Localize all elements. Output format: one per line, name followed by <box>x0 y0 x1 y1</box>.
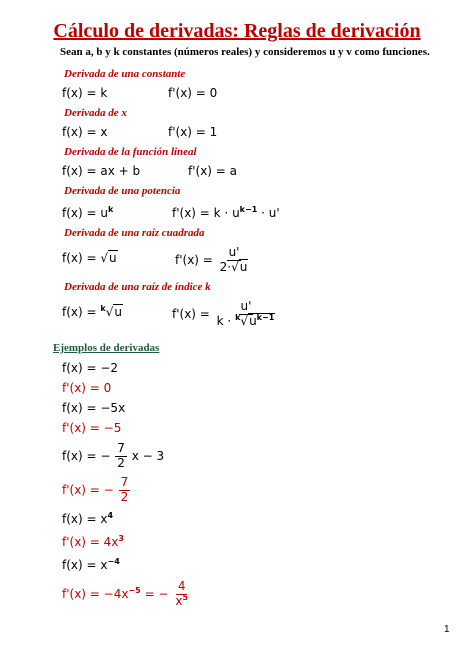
intro-text: Sean a, b y k constantes (números reales) y consideremos u y v como funciones. <box>60 46 430 58</box>
rule-kroot-fprime-numerator: u' <box>240 299 252 313</box>
rule-sqrt-fprime <box>175 246 251 275</box>
rule-sqrt-f-base: f(x) = <box>62 251 101 265</box>
example-5-suffix: x − 3 <box>131 448 165 463</box>
rule-kroot-f: f(x) = $^k$√u <box>62 304 122 319</box>
example-7 <box>62 513 113 525</box>
rule-sqrt-f: f(x) = √u <box>62 251 117 265</box>
page-title: Cálculo de derivadas: Reglas de derivación <box>53 20 421 42</box>
rule-sqrt-fprime-den-coefficient: 2· <box>219 259 232 274</box>
example-2: f'(x) = 0 <box>62 381 112 395</box>
rule-heading-square-root: Derivada de una raíz cuadrada <box>64 227 205 239</box>
rule-kroot-f-base: f(x) = <box>62 305 101 319</box>
rule-kroot-fprime-den-radicand <box>248 313 275 328</box>
example-9-base: f(x) = x <box>62 558 108 572</box>
rule-kroot-fprime-den-base: u <box>249 313 257 328</box>
rule-kroot-fprime-den-exponent: k−1 <box>256 312 275 322</box>
rule-sqrt-f-radicand: u <box>109 251 117 265</box>
rule-kroot-fprime <box>172 300 278 329</box>
rule-sqrt-fprime-denominator: 2·√u <box>219 259 248 274</box>
example-6-numerator: 7 <box>120 475 129 489</box>
example-6 <box>62 476 131 505</box>
rule-kroot-fprime-denominator: $k \cdot ^k√u^{k-1}$ <box>216 312 275 328</box>
example-7-exponent: 4 <box>107 511 114 520</box>
rule-constant-f: f(x) = k <box>62 86 108 100</box>
rule-heading-power: Derivada de una potencia <box>64 185 181 197</box>
example-10-fraction <box>173 580 190 609</box>
example-8-exponent: 3 <box>118 534 124 543</box>
example-6-fraction <box>119 476 131 505</box>
example-10-denominator <box>173 592 190 609</box>
example-5-fraction <box>115 442 127 471</box>
rule-constant-fprime: f'(x) = 0 <box>168 86 218 100</box>
rule-x-fprime: f'(x) = 1 <box>168 125 218 139</box>
rule-kroot-f-index: k <box>100 304 106 313</box>
rule-kroot-fprime-base: f'(x) = <box>172 306 214 321</box>
rule-power-f <box>62 207 113 219</box>
example-5-prefix: f(x) = − <box>62 448 111 463</box>
example-9-exponent: −4 <box>107 557 120 566</box>
rule-heading-linear: Derivada de la función lineal <box>64 146 197 158</box>
example-5-denominator: 2 <box>117 455 125 470</box>
examples-heading: Ejemplos de derivadas <box>53 342 160 354</box>
example-6-denominator: 2 <box>120 489 129 504</box>
example-10-den-base: x <box>175 593 183 608</box>
example-10-exponent: −5 <box>128 585 141 595</box>
example-3: f(x) = −5x <box>62 401 126 415</box>
example-6-prefix: f'(x) = − <box>62 482 114 497</box>
example-8-base: f'(x) = 4x <box>62 535 119 549</box>
rule-power-fprime-exponent: k−1 <box>239 205 258 214</box>
example-1: f(x) = −2 <box>62 361 119 375</box>
example-9 <box>62 559 120 571</box>
rule-power-f-exponent: k <box>107 205 114 214</box>
rule-kroot-f-radicand: u <box>114 305 122 319</box>
example-5-numerator: 7 <box>117 441 125 455</box>
example-10-base: f'(x) = −4x <box>62 586 129 601</box>
example-5 <box>62 442 164 471</box>
example-10-mid: = − <box>140 586 169 601</box>
rule-power-fprime-base: f'(x) = k · u <box>172 206 240 220</box>
example-10-den-exponent: 5 <box>182 592 189 602</box>
rule-heading-constant: Derivada de una constante <box>64 68 186 80</box>
rule-linear-f: f(x) = ax + b <box>62 164 141 178</box>
rule-sqrt-fprime-den-radicand: u <box>239 259 248 274</box>
rule-kroot-fprime-den-index: k <box>235 312 241 322</box>
rule-power-f-base: f(x) = u <box>62 206 108 220</box>
rule-linear-fprime: f'(x) = a <box>188 164 238 178</box>
example-4: f'(x) = −5 <box>62 421 122 435</box>
rule-power-fprime-tail: · u' <box>257 206 280 220</box>
rule-sqrt-fprime-numerator: u' <box>228 245 240 259</box>
rule-sqrt-fprime-fraction <box>218 246 251 275</box>
rule-power-fprime <box>172 207 280 219</box>
example-8 <box>62 536 124 548</box>
example-10-numerator: 4 <box>177 579 186 593</box>
example-10 <box>62 580 191 609</box>
page-number: 1 <box>444 624 450 635</box>
rule-heading-kth-root: Derivada de una raíz de índice k <box>64 281 211 293</box>
rule-x-f: f(x) = x <box>62 125 108 139</box>
rule-kroot-fprime-den-coefficient: k · <box>216 313 236 328</box>
rule-kroot-fprime-fraction <box>215 300 278 329</box>
example-7-base: f(x) = x <box>62 512 108 526</box>
rule-heading-x: Derivada de x <box>64 107 127 119</box>
rule-sqrt-fprime-base: f'(x) = <box>175 252 217 267</box>
